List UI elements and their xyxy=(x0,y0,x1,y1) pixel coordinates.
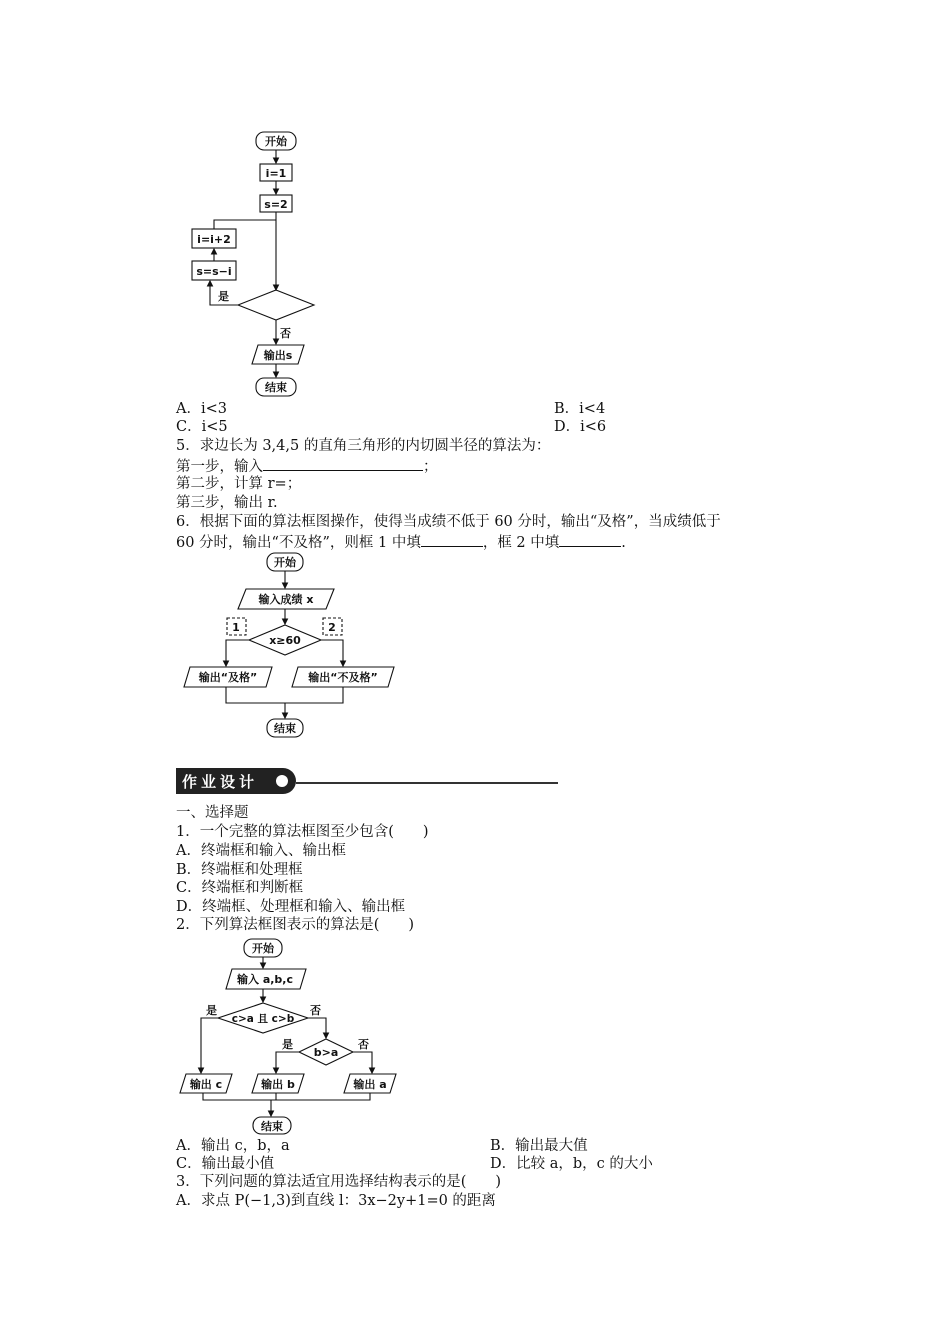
q2-option-a: A．输出 c，b，a xyxy=(176,1138,290,1154)
q4-option-b: B．i<4 xyxy=(554,401,606,417)
output-fail-label: 输出“不及格” xyxy=(308,671,378,684)
header-rule xyxy=(296,782,558,784)
input-label: 输入 a,b,c xyxy=(236,973,294,986)
input-label: 输入成绩 x xyxy=(258,593,314,606)
condition2-label: b>a xyxy=(313,1046,339,1059)
q1-option-c: C．终端框和判断框 xyxy=(176,880,304,896)
output-a-label: 输出 a xyxy=(353,1078,387,1091)
q6-line1: 6．根据下面的算法框图操作，使得当成绩不低于 60 分时，输出“及格”，当成绩低于 xyxy=(176,514,721,530)
q4-option-c: C．i<5 xyxy=(176,419,228,435)
q2-option-b: B．输出最大值 xyxy=(490,1138,588,1154)
bullet-icon xyxy=(276,775,288,787)
condition1-label: c>a 且 c>b xyxy=(231,1013,295,1025)
q2-stem: 2．下列算法框图表示的算法是( ) xyxy=(176,917,415,933)
flowchart-compare xyxy=(176,936,406,1136)
q5-step1 xyxy=(176,456,438,476)
output-c-label: 输出 c xyxy=(189,1078,223,1091)
q2-option-c: C．输出最小值 xyxy=(176,1156,275,1172)
q3-stem: 3．下列问题的算法适宜用选择结构表示的是( ) xyxy=(176,1174,502,1190)
q5-step3: 第三步，输出 r. xyxy=(176,495,278,511)
init-i-label: i=1 xyxy=(265,167,287,180)
q6-line2-part2: ，框 2 中填 xyxy=(482,535,560,551)
box-1-label: 1 xyxy=(232,621,240,634)
answer-blank[interactable] xyxy=(421,532,483,547)
no1-label: 否 xyxy=(310,1004,321,1017)
start-label: 开始 xyxy=(265,135,287,148)
box-2-label: 2 xyxy=(328,621,336,634)
q3-option-a: A．求点 P(−1,3)到直线 l：3x−2y+1=0 的距离 xyxy=(176,1193,496,1209)
q1-stem: 1．一个完整的算法框图至少包含( ) xyxy=(176,824,429,840)
start-label: 开始 xyxy=(252,942,274,955)
q1-option-d: D．终端框、处理框和输入、输出框 xyxy=(176,899,406,915)
loop-condition-diamond xyxy=(238,290,314,320)
condition-label: x≥60 xyxy=(269,634,301,647)
q1-option-b: B．终端框和处理框 xyxy=(176,862,303,878)
q4-option-a: A．i<3 xyxy=(176,401,227,417)
flowchart-grade xyxy=(176,550,406,745)
q6-line2-part3: . xyxy=(621,535,626,551)
answer-blank[interactable] xyxy=(263,456,423,471)
q4-option-d: D．i<6 xyxy=(554,419,607,435)
flowchart-loop xyxy=(180,128,330,398)
section-title: 一、选择题 xyxy=(176,805,249,821)
q5-step2: 第二步，计算 r=； xyxy=(176,476,302,492)
yes-label: 是 xyxy=(218,290,229,303)
q1-option-a: A．终端框和输入、输出框 xyxy=(176,843,346,859)
q2-option-d: D．比较 a，b，c 的大小 xyxy=(490,1156,653,1172)
q5-stem: 5．求边长为 3,4,5 的直角三角形的内切圆半径的算法为： xyxy=(176,438,551,454)
start-label: 开始 xyxy=(274,556,296,569)
q5-step1-end: ； xyxy=(423,459,438,475)
q5-step1-text: 第一步，输入 xyxy=(176,459,263,475)
q6-line2 xyxy=(176,532,626,552)
no2-label: 否 xyxy=(358,1038,369,1051)
no-label: 否 xyxy=(280,327,291,340)
q6-line2-part1: 60 分时，输出“不及格”，则框 1 中填 xyxy=(176,535,421,551)
homework-title: 作业设计 xyxy=(182,773,259,791)
update-s-label: s=s−i xyxy=(196,265,232,278)
output-b-label: 输出 b xyxy=(261,1078,295,1091)
update-i-label: i=i+2 xyxy=(197,233,231,246)
answer-blank[interactable] xyxy=(559,532,621,547)
end-label: 结束 xyxy=(265,381,287,394)
end-label: 结束 xyxy=(261,1120,283,1133)
output-pass-label: 输出“及格” xyxy=(198,671,258,684)
yes2-label: 是 xyxy=(282,1038,293,1051)
init-s-label: s=2 xyxy=(264,198,288,211)
output-s-label: 输出s xyxy=(263,349,293,362)
end-label: 结束 xyxy=(274,722,296,735)
yes1-label: 是 xyxy=(206,1004,217,1017)
